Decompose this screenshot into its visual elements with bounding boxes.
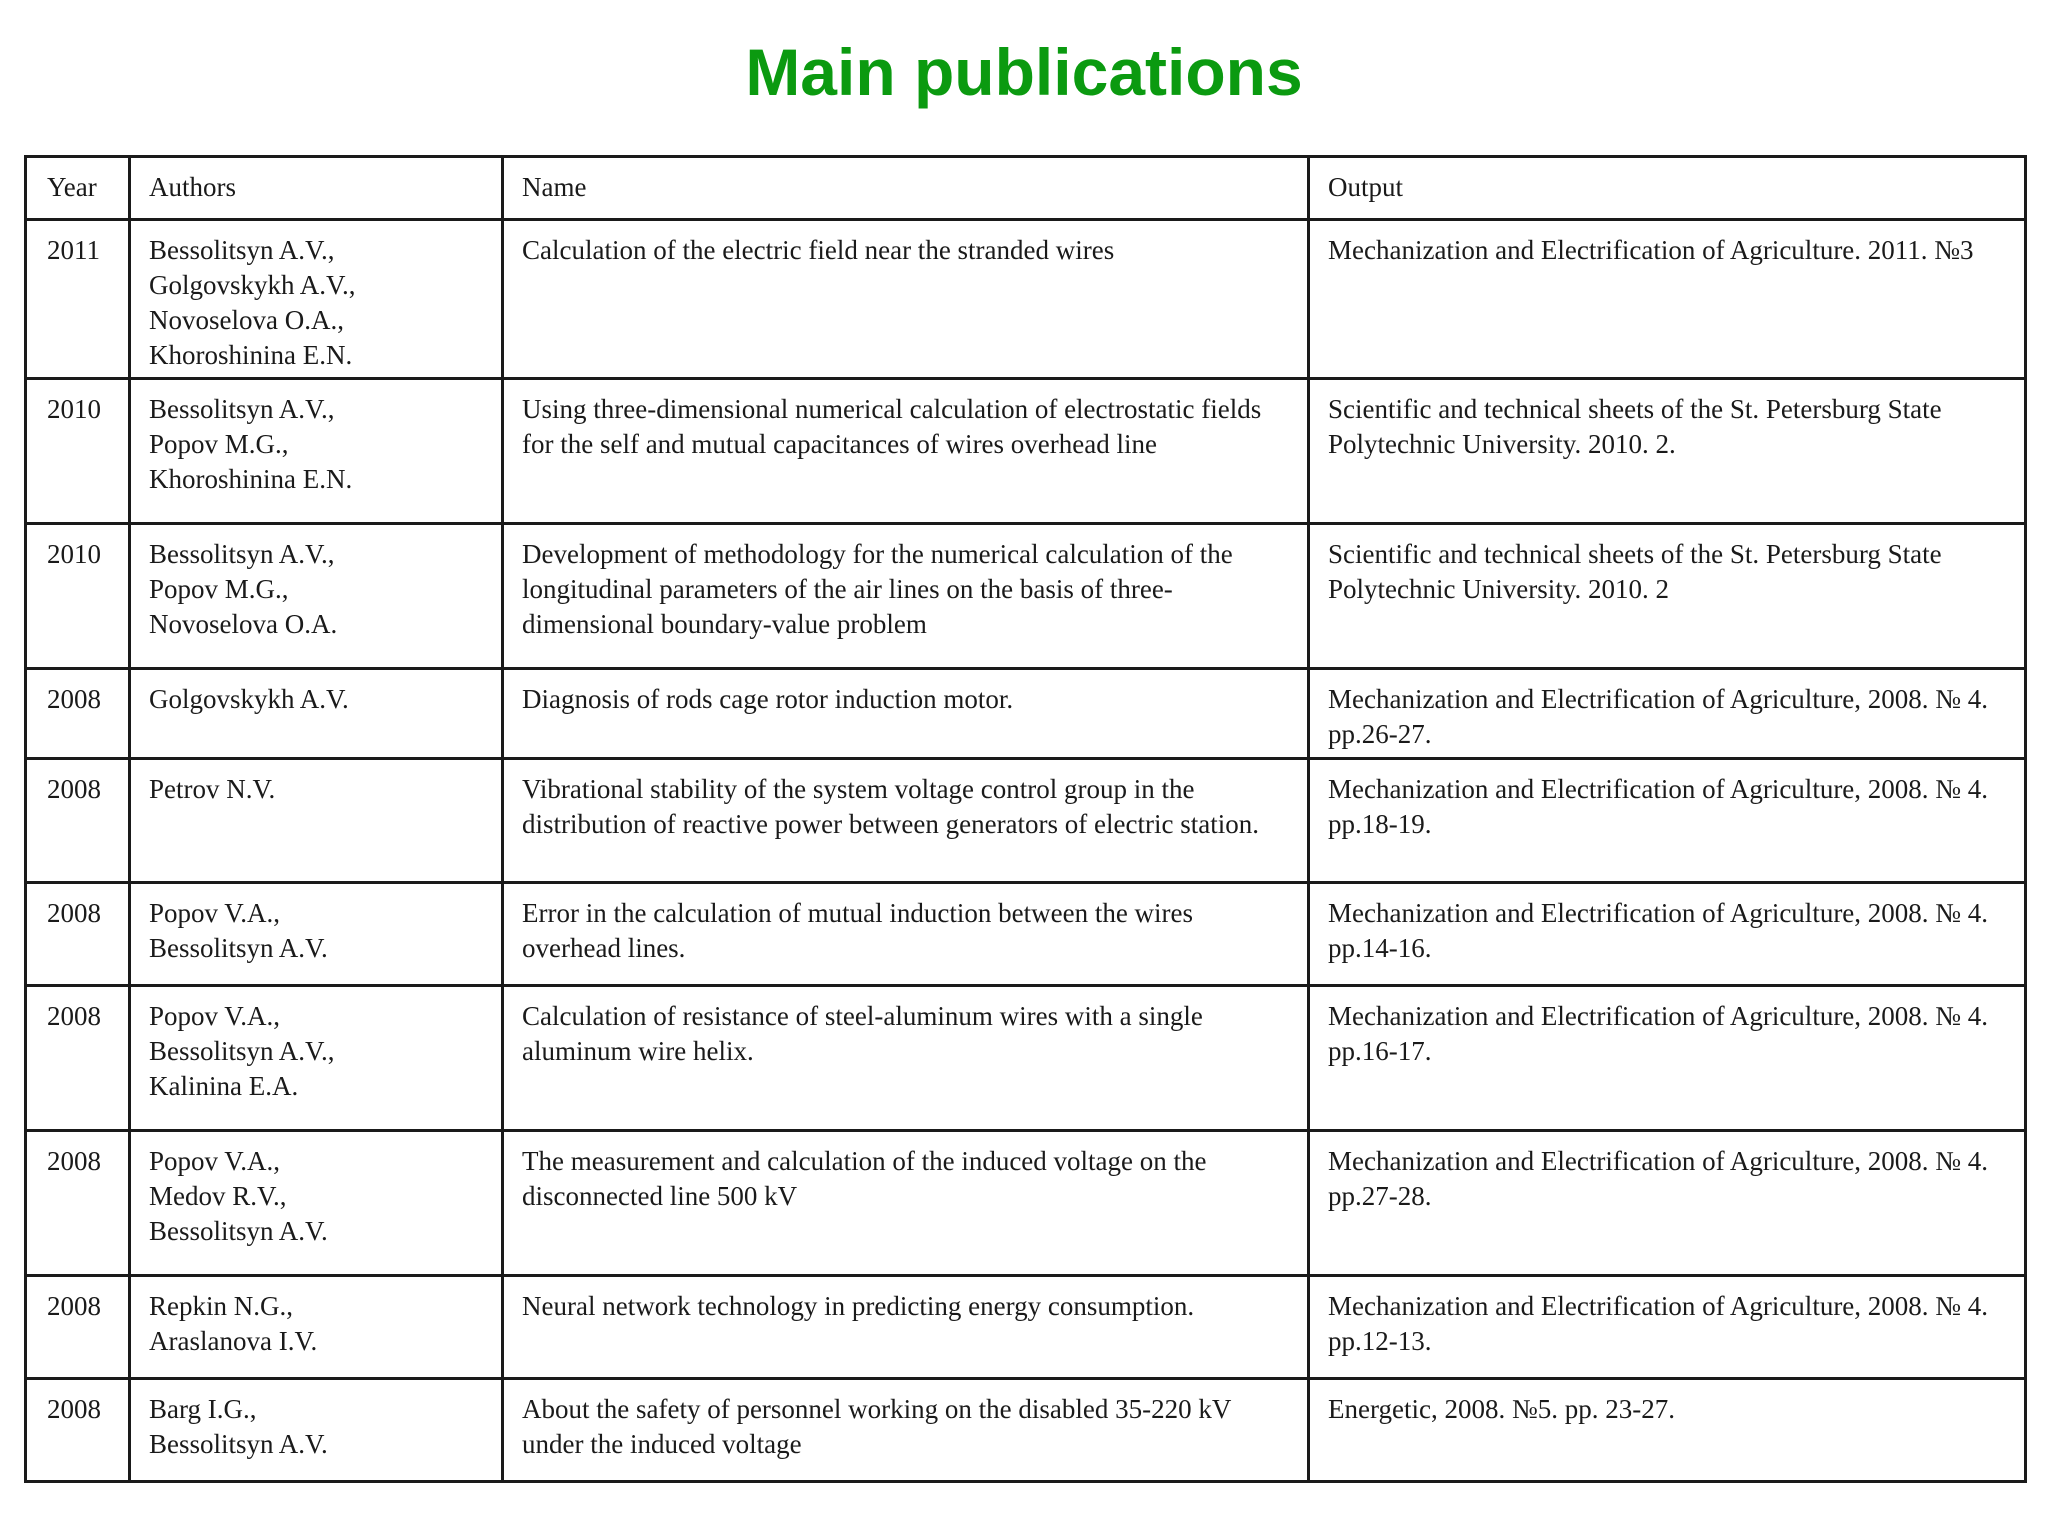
cell-authors: Repkin N.G., Araslanova I.V. [130, 1276, 503, 1379]
cell-year: 2008 [26, 1379, 130, 1482]
table-row [26, 883, 2026, 986]
cell-year: 2008 [26, 669, 130, 759]
table-header-row [26, 157, 2026, 220]
cell-authors: Bessolitsyn A.V., Popov M.G., Khoroshinina E.N. [130, 379, 503, 524]
cell-name: Neural network technology in predicting energy consumption. [503, 1276, 1309, 1379]
cell-year: 2008 [26, 759, 130, 883]
cell-authors: Popov V.A., Medov R.V., Bessolitsyn A.V. [130, 1131, 503, 1276]
cell-authors: Popov V.A., Bessolitsyn A.V. [130, 883, 503, 986]
cell-authors: Bessolitsyn A.V., Popov M.G., Novoselova O.A. [130, 524, 503, 669]
cell-year: 2008 [26, 1131, 130, 1276]
cell-output: Mechanization and Electrification of Agriculture, 2008. № 4. pp.27-28. [1309, 1131, 2026, 1276]
cell-authors: Bessolitsyn A.V., Golgovskykh A.V., Novoselova O.A., Khoroshinina E.N. [130, 220, 503, 379]
cell-name: Using three-dimensional numerical calculation of electrostatic fields for the self and mutual capacitances of wires overhead line [503, 379, 1309, 524]
cell-year: 2010 [26, 524, 130, 669]
cell-authors: Golgovskykh A.V. [130, 669, 503, 759]
table-row [26, 669, 2026, 759]
cell-year: 2010 [26, 379, 130, 524]
cell-output: Mechanization and Electrification of Agriculture. 2011. №3 [1309, 220, 2026, 379]
table-row [26, 759, 2026, 883]
cell-name: Calculation of the electric field near the stranded wires [503, 220, 1309, 379]
cell-output: Mechanization and Electrification of Agriculture, 2008. № 4. pp.26-27. [1309, 669, 2026, 759]
cell-name: About the safety of personnel working on the disabled 35-220 kV under the induced voltage [503, 1379, 1309, 1482]
table-row [26, 986, 2026, 1131]
table-row [26, 1276, 2026, 1379]
cell-year: 2008 [26, 883, 130, 986]
header-authors: Authors [130, 157, 503, 220]
header-output: Output [1309, 157, 2026, 220]
cell-output: Mechanization and Electrification of Agriculture, 2008. № 4. pp.18-19. [1309, 759, 2026, 883]
cell-output: Energetic, 2008. №5. pp. 23-27. [1309, 1379, 2026, 1482]
cell-name: Error in the calculation of mutual induction between the wires overhead lines. [503, 883, 1309, 986]
table-row [26, 1379, 2026, 1482]
page-title: Main publications [745, 35, 1303, 109]
cell-output: Mechanization and Electrification of Agriculture, 2008. № 4. pp.12-13. [1309, 1276, 2026, 1379]
cell-output: Mechanization and Electrification of Agriculture, 2008. № 4. pp.16-17. [1309, 986, 2026, 1131]
header-name: Name [503, 157, 1309, 220]
cell-authors: Barg I.G., Bessolitsyn A.V. [130, 1379, 503, 1482]
cell-year: 2008 [26, 986, 130, 1131]
publications-table [24, 155, 2027, 1483]
cell-name: The measurement and calculation of the induced voltage on the disconnected line 500 kV [503, 1131, 1309, 1276]
cell-name: Vibrational stability of the system voltage control group in the distribution of reactive power between generators of electric station. [503, 759, 1309, 883]
table-row [26, 1131, 2026, 1276]
header-year: Year [26, 157, 130, 220]
table-row [26, 379, 2026, 524]
cell-name: Development of methodology for the numerical calculation of the longitudinal parameters of the air lines on the basis of three-dimensional boundary-value problem [503, 524, 1309, 669]
cell-output: Scientific and technical sheets of the St. Petersburg State Polytechnic University. 2010. 2. [1309, 379, 2026, 524]
cell-output: Mechanization and Electrification of Agriculture, 2008. № 4. pp.14-16. [1309, 883, 2026, 986]
cell-authors: Popov V.A., Bessolitsyn A.V., Kalinina E.A. [130, 986, 503, 1131]
cell-authors: Petrov N.V. [130, 759, 503, 883]
table-row [26, 524, 2026, 669]
cell-name: Diagnosis of rods cage rotor induction motor. [503, 669, 1309, 759]
cell-year: 2008 [26, 1276, 130, 1379]
cell-name: Calculation of resistance of steel-aluminum wires with a single aluminum wire helix. [503, 986, 1309, 1131]
table-row [26, 220, 2026, 379]
cell-year: 2011 [26, 220, 130, 379]
cell-output: Scientific and technical sheets of the St. Petersburg State Polytechnic University. 2010. 2 [1309, 524, 2026, 669]
